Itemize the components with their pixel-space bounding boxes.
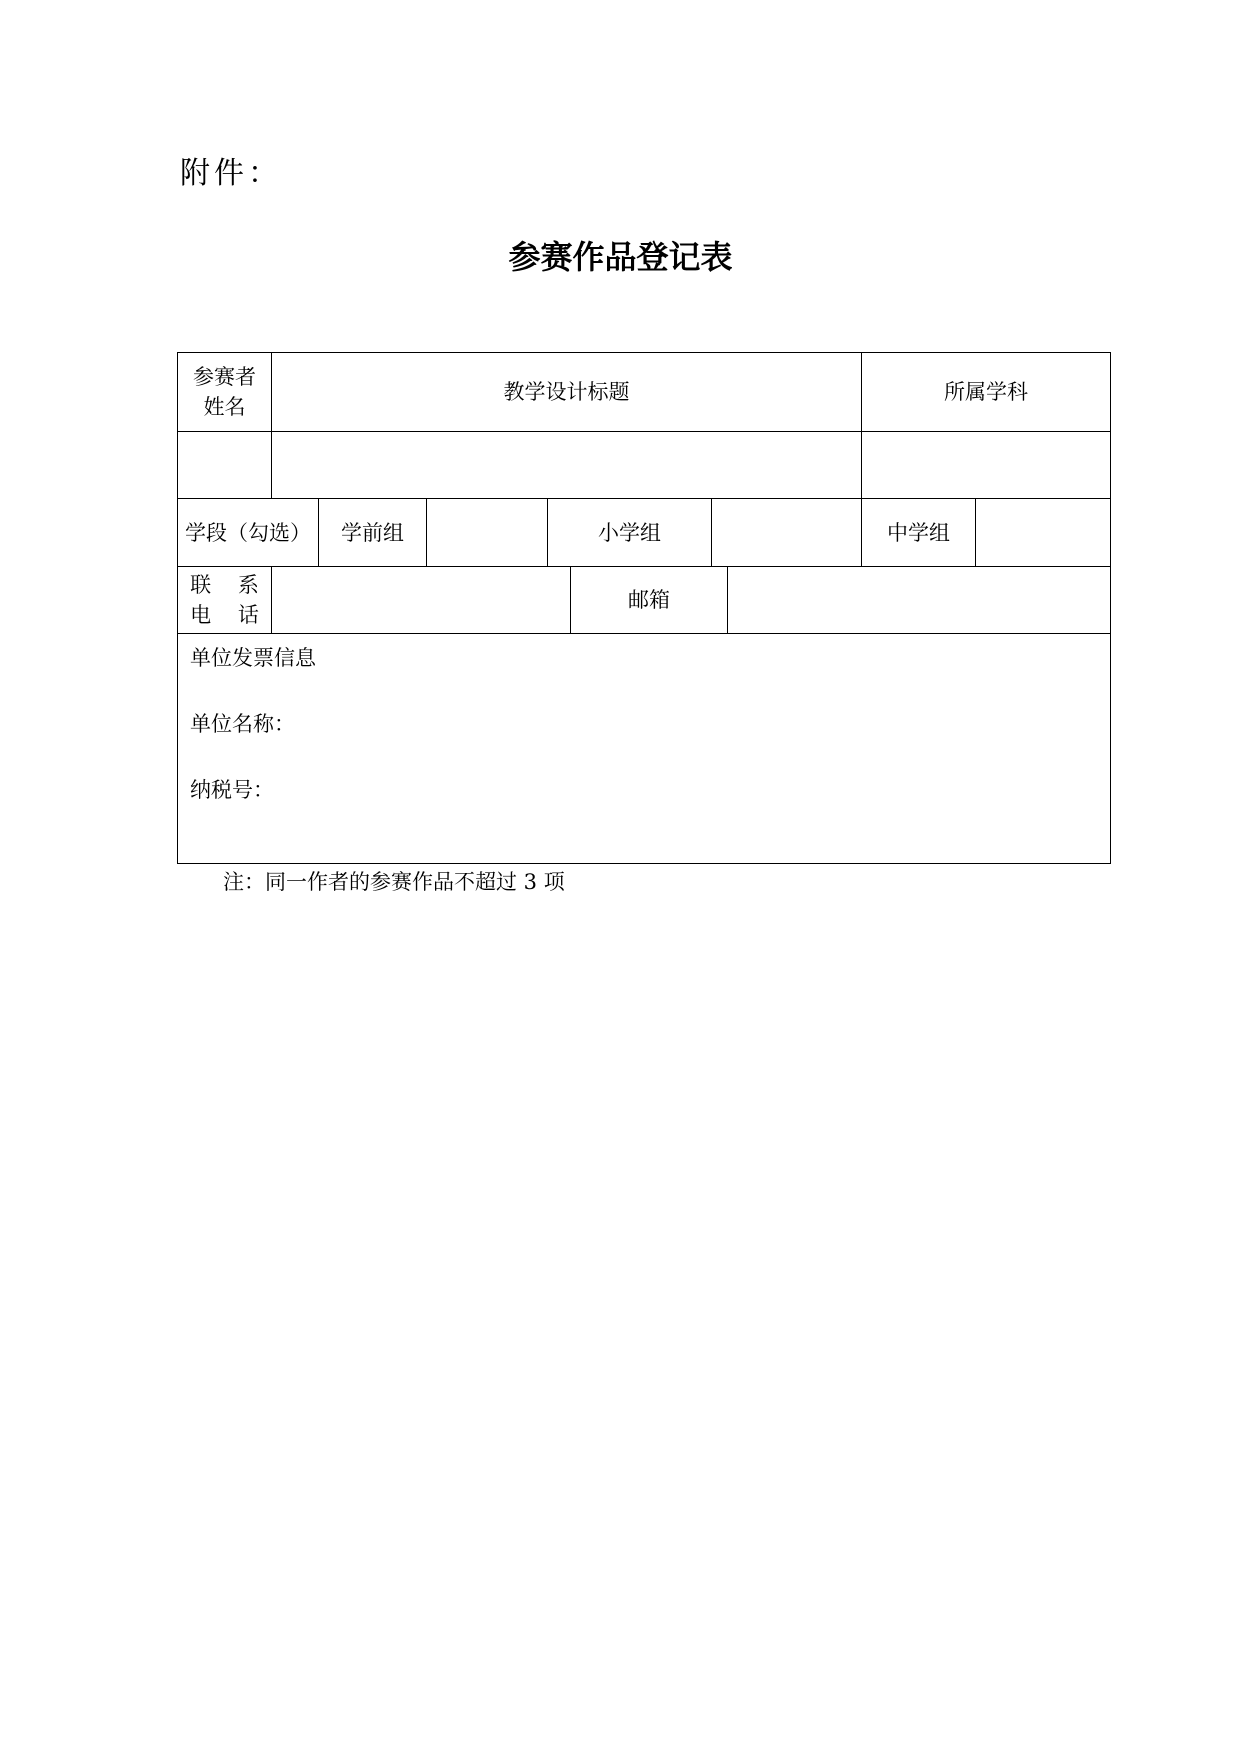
secondary-label-cell xyxy=(862,499,976,567)
subject-label: 所属学科 xyxy=(944,380,1029,404)
design-title-label: 教学设计标题 xyxy=(503,380,630,404)
primary-check-cell[interactable] xyxy=(712,499,862,567)
phone-label-cell xyxy=(178,567,272,634)
unit-name-label: 单位名称： xyxy=(190,712,295,736)
registration-table xyxy=(177,352,1111,864)
phone-field[interactable] xyxy=(272,567,571,634)
contact-row xyxy=(178,567,1111,634)
contestant-name-label-line2: 姓名 xyxy=(203,395,246,419)
stage-row xyxy=(178,499,1111,567)
contestant-name-label-line1: 参赛者 xyxy=(193,365,256,389)
phone-label-line2: 电 话 xyxy=(190,603,269,627)
email-label-cell xyxy=(571,567,728,634)
invoice-heading: 单位发票信息 xyxy=(190,646,316,670)
tax-id-label: 纳税号： xyxy=(190,778,274,802)
secondary-label: 中学组 xyxy=(887,520,951,545)
contestant-name-field[interactable] xyxy=(178,432,272,499)
design-title-label-cell xyxy=(272,353,862,432)
invoice-cell[interactable] xyxy=(178,634,1111,864)
phone-label-line1: 联 系 xyxy=(190,573,269,597)
attachment-label: 附件： xyxy=(180,156,282,191)
design-title-field[interactable] xyxy=(272,432,862,499)
footnote: 注：同一作者的参赛作品不超过 3 项 xyxy=(223,870,565,894)
secondary-check-cell[interactable] xyxy=(976,499,1111,567)
primary-label-cell xyxy=(548,499,712,567)
email-label: 邮箱 xyxy=(628,588,670,612)
header-row xyxy=(178,353,1111,432)
preschool-check-cell[interactable] xyxy=(427,499,548,567)
preschool-label: 学前组 xyxy=(341,520,404,545)
contestant-name-label-cell xyxy=(178,353,272,432)
subject-label-cell xyxy=(862,353,1111,432)
stage-label-cell xyxy=(178,499,319,567)
invoice-row xyxy=(178,634,1111,864)
email-field[interactable] xyxy=(728,567,1111,634)
entry-row xyxy=(178,432,1111,499)
primary-label: 小学组 xyxy=(598,520,661,545)
form-title: 参赛作品登记表 xyxy=(508,238,733,276)
stage-label: 学段（勾选） xyxy=(185,520,311,545)
subject-field[interactable] xyxy=(862,432,1111,499)
preschool-label-cell xyxy=(319,499,427,567)
